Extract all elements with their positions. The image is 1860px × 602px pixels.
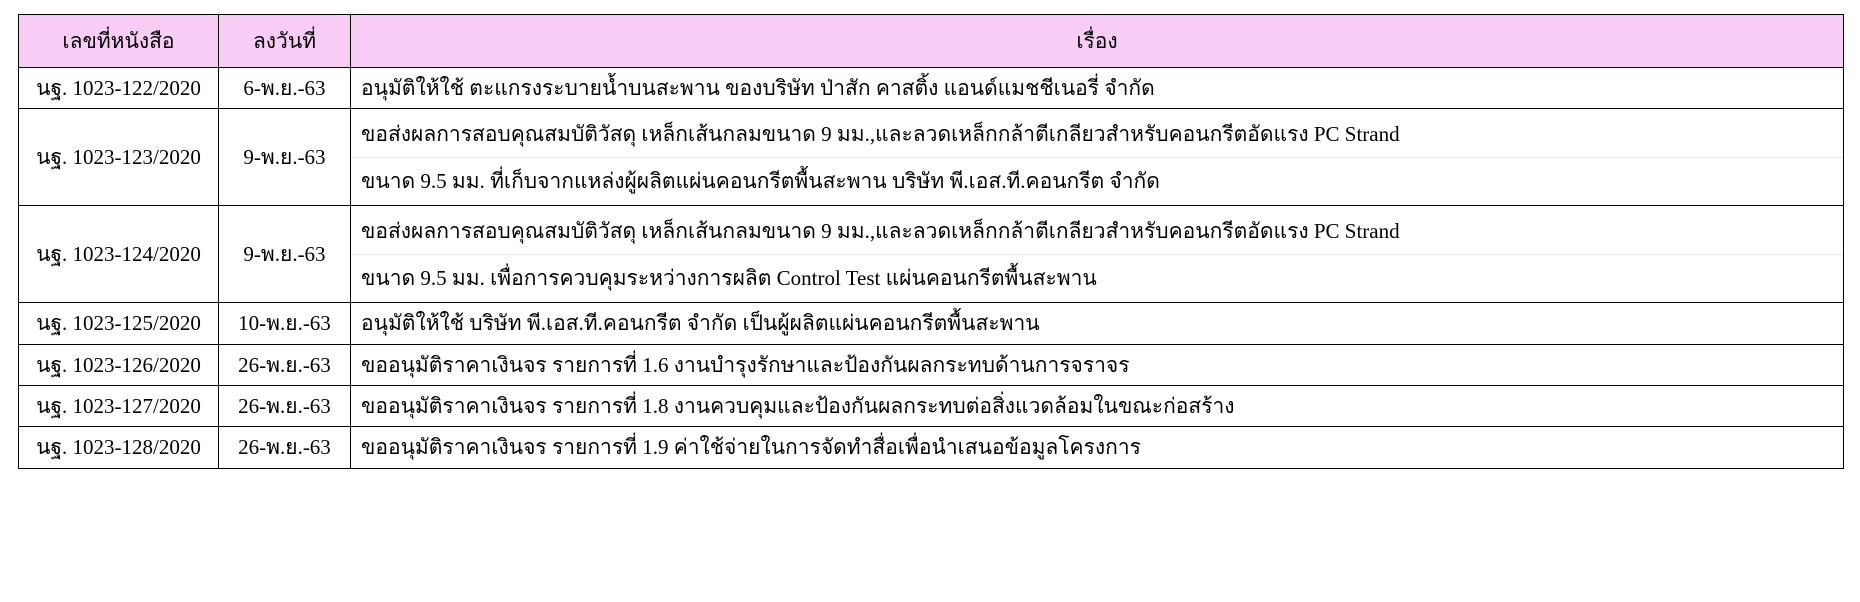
cell-date: 26-พ.ย.-63	[219, 386, 351, 427]
column-header-subject: เรื่อง	[351, 15, 1844, 68]
cell-date: 9-พ.ย.-63	[219, 206, 351, 303]
cell-document-number: นฐ. 1023-126/2020	[19, 344, 219, 385]
cell-document-number: นฐ. 1023-125/2020	[19, 303, 219, 344]
cell-date: 6-พ.ย.-63	[219, 68, 351, 109]
table-body	[19, 68, 1844, 469]
table-row	[19, 386, 1844, 427]
table-row	[19, 303, 1844, 344]
column-header-date: ลงวันที่	[219, 15, 351, 68]
cell-document-number: นฐ. 1023-123/2020	[19, 109, 219, 206]
table-row	[19, 109, 1844, 206]
cell-subject	[351, 109, 1844, 206]
cell-subject: อนุมัติให้ใช้ ตะแกรงระบายน้ำบนสะพาน ของบริษัท ป่าสัก คาสติ้ง แอนด์แมชชีเนอรี่ จำกัด	[351, 68, 1844, 109]
cell-subject	[351, 206, 1844, 303]
cell-date: 26-พ.ย.-63	[219, 427, 351, 468]
cell-subject: ขออนุมัติราคาเงินจร รายการที่ 1.9 ค่าใช้จ่ายในการจัดทำสื่อเพื่อนำเสนอข้อมูลโครงการ	[351, 427, 1844, 468]
cell-subject: ขออนุมัติราคาเงินจร รายการที่ 1.8 งานควบคุมและป้องกันผลกระทบต่อสิ่งแวดล้อมในขณะก่อสร้าง	[351, 386, 1844, 427]
correspondence-table	[18, 14, 1844, 469]
cell-document-number: นฐ. 1023-122/2020	[19, 68, 219, 109]
subject-line: ขนาด 9.5 มม. ที่เก็บจากแหล่งผู้ผลิตแผ่นคอนกรีตพื้นสะพาน บริษัท พี.เอส.ที.คอนกรีต จำกัด	[361, 168, 1160, 193]
table-row	[19, 427, 1844, 468]
cell-date: 10-พ.ย.-63	[219, 303, 351, 344]
cell-subject: อนุมัติให้ใช้ บริษัท พี.เอส.ที.คอนกรีต จำกัด เป็นผู้ผลิตแผ่นคอนกรีตพื้นสะพาน	[351, 303, 1844, 344]
subject-line: ขอส่งผลการสอบคุณสมบัติวัสดุ เหล็กเส้นกลมขนาด 9 มม.,และลวดเหล็กกล้าตีเกลียวสำหรับคอนกรีตอัดแรง PC Strand	[351, 208, 1843, 255]
subject-line: ขนาด 9.5 มม. เพื่อการควบคุมระหว่างการผลิต Control Test แผ่นคอนกรีตพื้นสะพาน	[361, 265, 1097, 290]
cell-document-number: นฐ. 1023-124/2020	[19, 206, 219, 303]
cell-date: 26-พ.ย.-63	[219, 344, 351, 385]
table-header-row	[19, 15, 1844, 68]
column-header-document-number: เลขที่หนังสือ	[19, 15, 219, 68]
cell-date: 9-พ.ย.-63	[219, 109, 351, 206]
table-row	[19, 68, 1844, 109]
table-row	[19, 344, 1844, 385]
cell-document-number: นฐ. 1023-128/2020	[19, 427, 219, 468]
table-row	[19, 206, 1844, 303]
subject-line: ขอส่งผลการสอบคุณสมบัติวัสดุ เหล็กเส้นกลมขนาด 9 มม.,และลวดเหล็กกล้าตีเกลียวสำหรับคอนกรีตอัดแรง PC Strand	[351, 111, 1843, 158]
cell-document-number: นฐ. 1023-127/2020	[19, 386, 219, 427]
cell-subject: ขออนุมัติราคาเงินจร รายการที่ 1.6 งานบำรุงรักษาและป้องกันผลกระทบด้านการจราจร	[351, 344, 1844, 385]
table-header	[19, 15, 1844, 68]
